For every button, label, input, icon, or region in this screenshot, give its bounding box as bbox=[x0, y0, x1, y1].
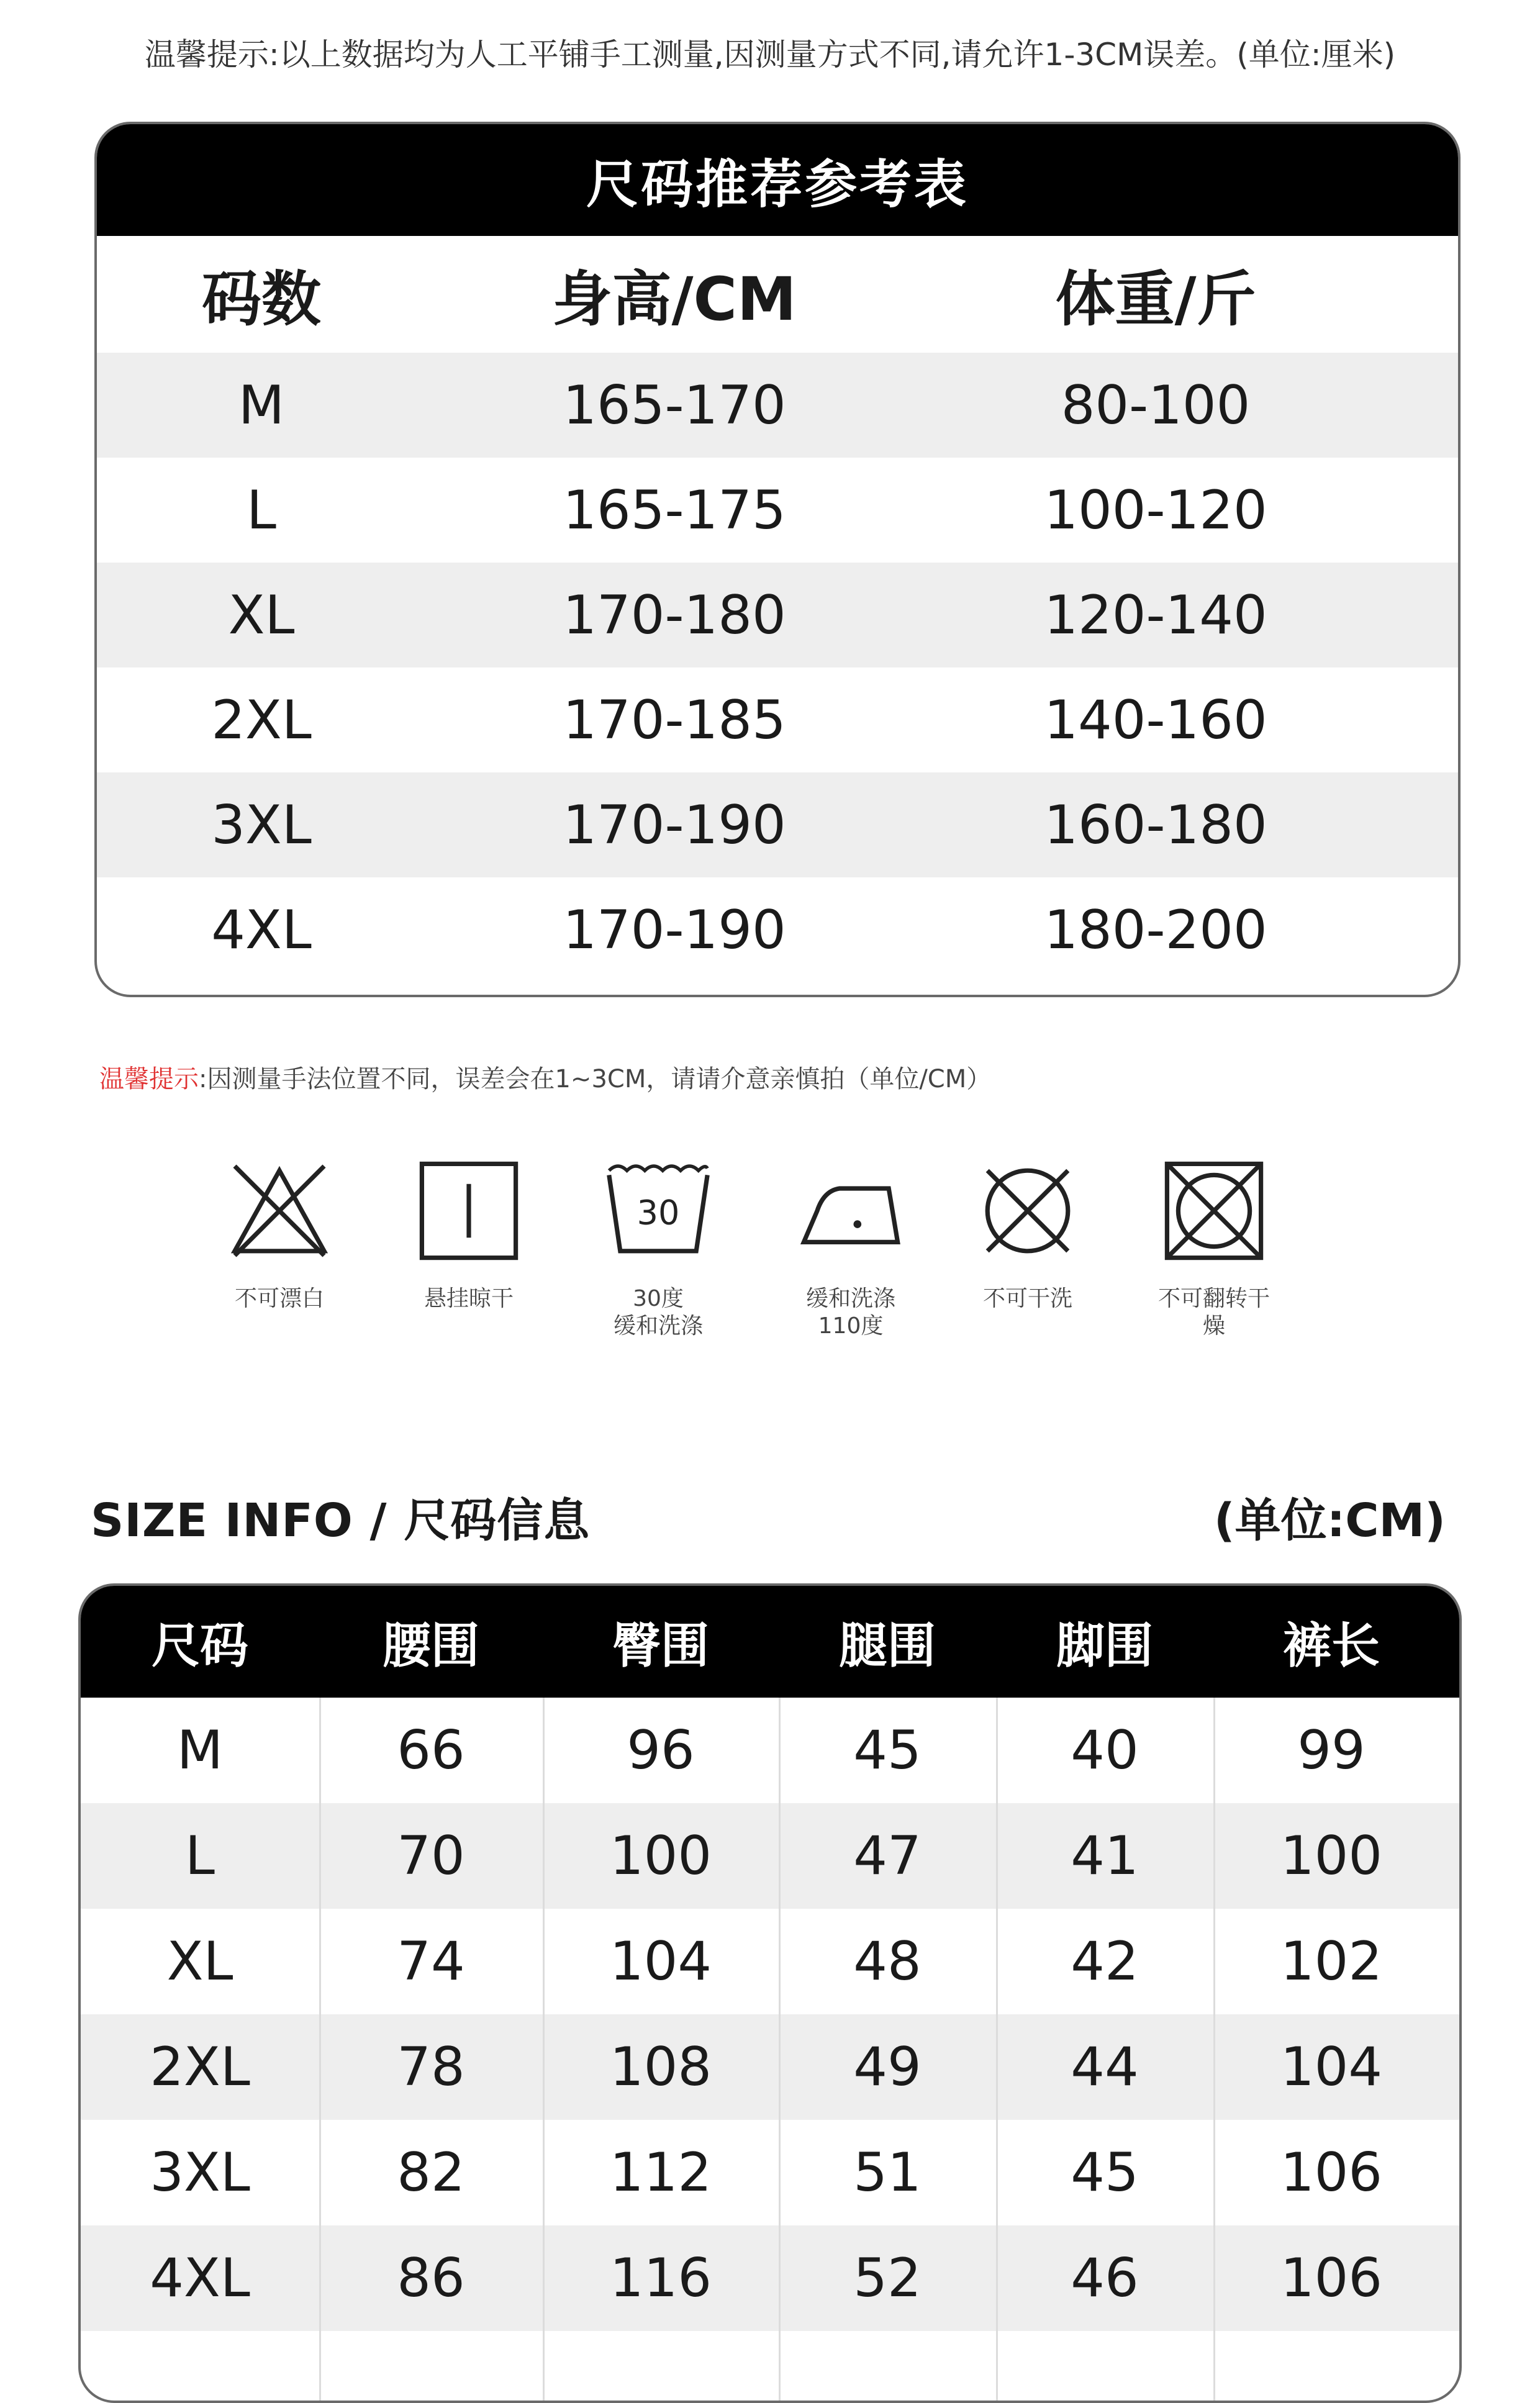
table-row bbox=[81, 1909, 1459, 2014]
table-cell: 41 bbox=[1071, 1825, 1139, 1887]
table-row bbox=[81, 2014, 1459, 2120]
table-cell: 140-160 bbox=[1044, 689, 1267, 751]
table-row bbox=[97, 772, 1458, 877]
table-cell: 45 bbox=[853, 1719, 922, 1781]
column-divider bbox=[779, 1698, 781, 2401]
header-weight: 体重/斤 bbox=[1055, 264, 1256, 334]
table-cell: 170-185 bbox=[563, 689, 786, 751]
header-thigh: 腿围 bbox=[838, 1618, 936, 1674]
table-cell: 106 bbox=[1280, 2142, 1383, 2204]
table-row bbox=[97, 353, 1458, 458]
table-cell: 74 bbox=[397, 1930, 465, 1993]
care-note-label: 温馨提示 bbox=[99, 1065, 199, 1093]
care-label: 不可翻转干 燥 bbox=[1157, 1286, 1270, 1339]
no-bleach-icon bbox=[224, 1155, 335, 1267]
care-item-no-tumble-dry bbox=[1121, 1155, 1307, 1340]
recommend-table-header bbox=[97, 236, 1458, 353]
care-label: 悬挂晾干 bbox=[424, 1286, 514, 1311]
size-info-unit: (单位:CM) bbox=[1213, 1494, 1446, 1547]
table-cell: 40 bbox=[1071, 1719, 1139, 1781]
table-row bbox=[97, 877, 1458, 982]
care-item-hang-dry bbox=[376, 1155, 562, 1313]
table-cell: 108 bbox=[609, 2036, 712, 2098]
table-row bbox=[97, 668, 1458, 772]
table-cell: 104 bbox=[1280, 2036, 1383, 2098]
table-cell: 66 bbox=[397, 1719, 465, 1781]
care-item-no-dry-clean bbox=[935, 1155, 1121, 1313]
column-divider bbox=[1213, 1698, 1215, 2401]
table-cell: 170-190 bbox=[563, 898, 786, 961]
table-cell: 46 bbox=[1071, 2247, 1139, 2309]
wash-temp-glyph: 30 bbox=[636, 1193, 680, 1233]
no-dry-clean-icon bbox=[972, 1155, 1084, 1267]
recommend-table-title: 尺码推荐参考表 bbox=[97, 124, 1458, 236]
table-cell: 45 bbox=[1071, 2142, 1139, 2204]
table-cell: 112 bbox=[609, 2142, 712, 2204]
table-cell: XL bbox=[166, 1930, 233, 1993]
care-label: 缓和洗涤 110度 bbox=[805, 1286, 895, 1339]
table-cell: 160-180 bbox=[1044, 794, 1267, 856]
table-cell: 100 bbox=[1280, 1825, 1383, 1887]
table-cell: M bbox=[238, 374, 285, 437]
table-cell: 2XL bbox=[211, 689, 312, 751]
header-leg-opening: 脚围 bbox=[1056, 1618, 1153, 1674]
care-label: 30度 缓和洗涤 bbox=[613, 1286, 703, 1339]
wash-30-icon bbox=[602, 1155, 714, 1267]
iron-110-icon bbox=[795, 1155, 907, 1267]
table-cell: 165-175 bbox=[563, 479, 786, 541]
care-label: 不可漂白 bbox=[234, 1286, 324, 1311]
table-cell: 3XL bbox=[150, 2142, 250, 2204]
header-size: 尺码 bbox=[151, 1618, 248, 1674]
care-item-iron bbox=[758, 1155, 944, 1340]
table-cell: 80-100 bbox=[1061, 374, 1251, 437]
header-height: 身高/CM bbox=[552, 264, 797, 334]
table-cell: L bbox=[247, 479, 276, 541]
table-cell: M bbox=[176, 1719, 224, 1781]
table-cell: 106 bbox=[1280, 2247, 1383, 2309]
table-cell: 165-170 bbox=[563, 374, 786, 437]
column-divider bbox=[996, 1698, 998, 2401]
table-cell: 86 bbox=[397, 2247, 465, 2309]
table-cell: 78 bbox=[397, 2036, 465, 2098]
table-row bbox=[81, 1803, 1459, 1909]
size-recommend-table bbox=[94, 122, 1461, 997]
table-cell: 49 bbox=[853, 2036, 922, 2098]
table-row bbox=[81, 1698, 1459, 1803]
top-note: 温馨提示:以上数据均为人工平铺手工测量,因测量方式不同,请允许1-3CM误差。(单位:厘米) bbox=[144, 37, 1396, 73]
column-divider bbox=[543, 1698, 545, 2401]
table-cell: 116 bbox=[609, 2247, 712, 2309]
table-cell: 48 bbox=[853, 1930, 922, 1993]
care-item-no-bleach bbox=[186, 1155, 373, 1313]
table-cell: 100 bbox=[609, 1825, 712, 1887]
care-item-wash-30 bbox=[565, 1155, 751, 1340]
care-note-text: :因测量手法位置不同，误差会在1~3CM，请请介意亲慎拍（单位/CM） bbox=[199, 1065, 992, 1093]
table-cell: 120-140 bbox=[1044, 584, 1267, 646]
table-cell: 180-200 bbox=[1044, 898, 1267, 961]
hang-dry-icon bbox=[413, 1155, 525, 1267]
table-cell: 99 bbox=[1297, 1719, 1366, 1781]
column-divider bbox=[319, 1698, 321, 2401]
table-row bbox=[97, 563, 1458, 668]
table-cell: 44 bbox=[1071, 2036, 1139, 2098]
size-info-header bbox=[81, 1586, 1459, 1698]
table-cell: 3XL bbox=[211, 794, 312, 856]
table-cell: 42 bbox=[1071, 1930, 1139, 1993]
header-size: 码数 bbox=[202, 264, 321, 334]
care-note bbox=[99, 1059, 991, 1095]
care-label: 不可干洗 bbox=[982, 1286, 1072, 1311]
size-info-table bbox=[78, 1583, 1462, 2403]
table-cell: 2XL bbox=[150, 2036, 250, 2098]
table-cell: 104 bbox=[609, 1930, 712, 1993]
table-cell: 170-190 bbox=[563, 794, 786, 856]
table-row bbox=[97, 458, 1458, 563]
table-cell: 4XL bbox=[150, 2247, 250, 2309]
table-cell: L bbox=[185, 1825, 215, 1887]
table-cell: 70 bbox=[397, 1825, 465, 1887]
table-cell: 100-120 bbox=[1044, 479, 1267, 541]
table-cell: 96 bbox=[627, 1719, 695, 1781]
header-hip: 臀围 bbox=[612, 1618, 709, 1674]
table-row bbox=[81, 2225, 1459, 2331]
table-cell: 52 bbox=[853, 2247, 922, 2309]
table-cell: XL bbox=[228, 584, 295, 646]
table-cell: 47 bbox=[853, 1825, 922, 1887]
header-length: 裤长 bbox=[1282, 1618, 1380, 1674]
table-cell: 82 bbox=[397, 2142, 465, 2204]
table-cell: 4XL bbox=[211, 898, 312, 961]
table-cell: 170-180 bbox=[563, 584, 786, 646]
header-waist: 腰围 bbox=[382, 1618, 479, 1674]
table-cell: 102 bbox=[1280, 1930, 1383, 1993]
size-info-title: SIZE INFO / 尺码信息 bbox=[91, 1494, 591, 1547]
table-row bbox=[81, 2120, 1459, 2225]
no-tumble-dry-icon bbox=[1158, 1155, 1270, 1267]
table-cell: 51 bbox=[853, 2142, 922, 2204]
